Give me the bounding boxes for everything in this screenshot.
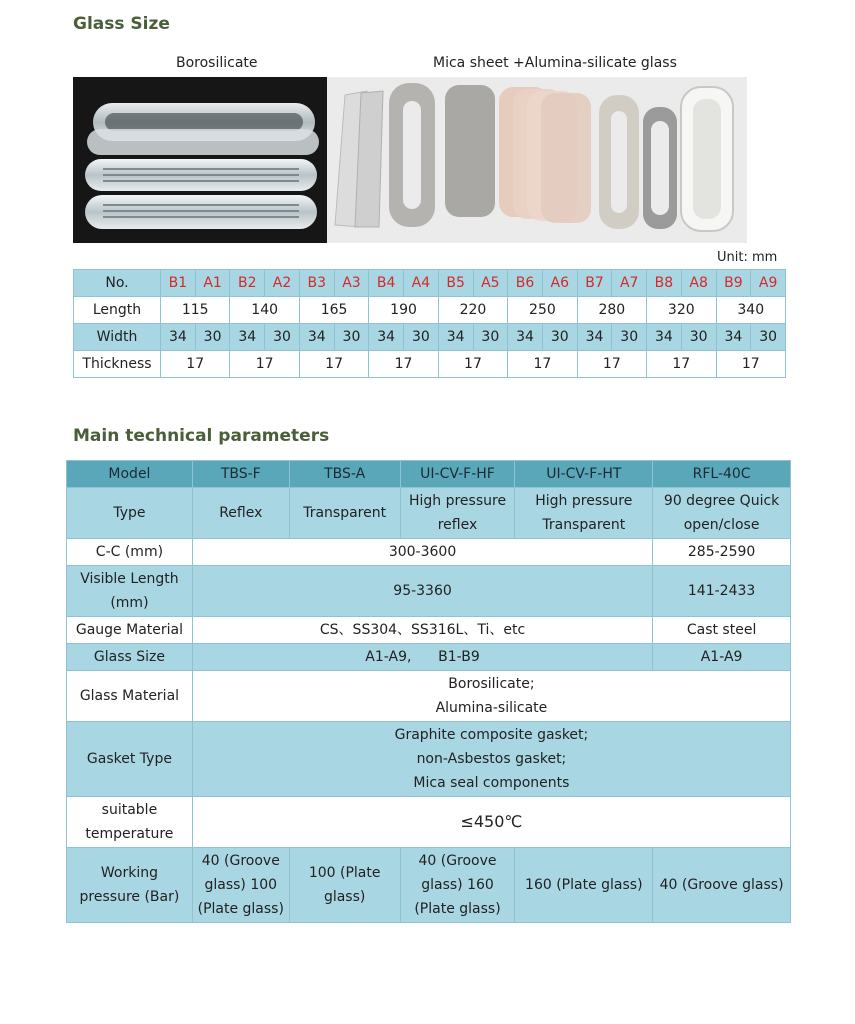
width-value: 34	[716, 324, 751, 351]
width-value: 30	[265, 324, 300, 351]
width-value: 34	[161, 324, 196, 351]
width-value: 30	[612, 324, 647, 351]
length-label: Length	[74, 297, 161, 324]
width-value: 30	[334, 324, 369, 351]
width-value: 30	[542, 324, 577, 351]
gasket-line: Mica seal components	[413, 775, 570, 791]
pressure-value: 40 (Groove glass) 160 (Plate glass)	[400, 848, 515, 923]
table-row-cc	[67, 539, 791, 566]
size-code: A2	[265, 270, 300, 297]
model-label: Model	[67, 461, 193, 488]
thickness-value: 17	[299, 351, 368, 378]
gasket-line: Graphite composite gasket;	[394, 727, 589, 743]
type-value: High pressure Transparent	[515, 488, 653, 539]
size-code: B2	[230, 270, 265, 297]
cc-label: C-C (mm)	[67, 539, 193, 566]
thickness-value: 17	[161, 351, 230, 378]
width-value: 34	[508, 324, 543, 351]
cc-rfl-value: 285-2590	[653, 539, 791, 566]
unit-label: Unit: mm	[717, 250, 778, 265]
gasket-type-label: Gasket Type	[67, 722, 193, 797]
thickness-value: 17	[508, 351, 577, 378]
no-label: No.	[74, 270, 161, 297]
length-value: 115	[161, 297, 230, 324]
pressure-value: 40 (Groove glass)	[653, 848, 791, 923]
glass-size-label: Glass Size	[67, 644, 193, 671]
table-row-glass-size	[67, 644, 791, 671]
size-code: A5	[473, 270, 508, 297]
temperature-value: ≤450℃	[192, 797, 790, 848]
length-value: 190	[369, 297, 438, 324]
glass-material-label: Glass Material	[67, 671, 193, 722]
visible-length-label: Visible Length (mm)	[67, 566, 193, 617]
length-value: 250	[508, 297, 577, 324]
size-code: B3	[299, 270, 334, 297]
type-value: Transparent	[289, 488, 400, 539]
cc-main-value: 300-3600	[192, 539, 652, 566]
type-value: High pressure reflex	[400, 488, 515, 539]
width-value: 30	[404, 324, 439, 351]
model-name: RFL-40C	[653, 461, 791, 488]
table-row-gasket-type	[67, 722, 791, 797]
table-row-gauge-material	[67, 617, 791, 644]
size-code: A1	[195, 270, 230, 297]
length-value: 320	[647, 297, 716, 324]
size-code: A8	[681, 270, 716, 297]
thickness-value: 17	[577, 351, 646, 378]
type-value: Reflex	[192, 488, 289, 539]
gauge-material-main-value: CS、SS304、SS316L、Ti、etc	[192, 617, 652, 644]
model-name: UI-CV-F-HT	[515, 461, 653, 488]
table-row-model	[67, 461, 791, 488]
table-row-type	[67, 488, 791, 539]
width-value: 34	[369, 324, 404, 351]
width-value: 34	[299, 324, 334, 351]
table-row-length	[74, 297, 786, 324]
size-code: A7	[612, 270, 647, 297]
width-value: 30	[681, 324, 716, 351]
mica-caption: Mica sheet +Alumina-silicate glass	[433, 55, 677, 71]
type-label: Type	[67, 488, 193, 539]
technical-parameters-table	[66, 460, 791, 923]
glass-size-table	[73, 269, 786, 378]
working-pressure-label: Working pressure (Bar)	[67, 848, 193, 923]
width-value: 30	[751, 324, 786, 351]
table-row-thickness	[74, 351, 786, 378]
model-name: TBS-A	[289, 461, 400, 488]
gasket-line: non-Asbestos gasket;	[416, 751, 567, 767]
borosilicate-glass-photo	[73, 77, 327, 243]
thickness-value: 17	[438, 351, 507, 378]
table-row-temperature	[67, 797, 791, 848]
pressure-value: 160 (Plate glass)	[515, 848, 653, 923]
size-code: A6	[542, 270, 577, 297]
mica-alumina-glass-photo	[327, 77, 747, 243]
technical-parameters-title: Main technical parameters	[73, 426, 330, 446]
width-value: 34	[647, 324, 682, 351]
glass-size-title: Glass Size	[73, 14, 170, 34]
thickness-value: 17	[369, 351, 438, 378]
table-row-width	[74, 324, 786, 351]
length-value: 165	[299, 297, 368, 324]
table-row-no	[74, 270, 786, 297]
glass-material-line: Borosilicate;	[448, 676, 535, 692]
model-name: TBS-F	[192, 461, 289, 488]
type-value: 90 degree Quick open/close	[653, 488, 791, 539]
size-code: B5	[438, 270, 473, 297]
visible-length-rfl-value: 141-2433	[653, 566, 791, 617]
gauge-material-label: Gauge Material	[67, 617, 193, 644]
table-row-visible-length	[67, 566, 791, 617]
table-row-working-pressure	[67, 848, 791, 923]
glass-material-value	[192, 671, 790, 722]
glass-material-line: Alumina-silicate	[435, 700, 548, 716]
glass-size-main-value: A1-A9, B1-B9	[192, 644, 652, 671]
gauge-material-rfl-value: Cast steel	[653, 617, 791, 644]
size-code: B7	[577, 270, 612, 297]
width-value: 30	[195, 324, 230, 351]
length-value: 280	[577, 297, 646, 324]
thickness-value: 17	[230, 351, 299, 378]
temperature-label: suitable temperature	[67, 797, 193, 848]
length-value: 140	[230, 297, 299, 324]
table-row-glass-material	[67, 671, 791, 722]
thickness-value: 17	[647, 351, 716, 378]
size-code: A9	[751, 270, 786, 297]
size-code: B6	[508, 270, 543, 297]
size-code: B9	[716, 270, 751, 297]
size-code: B1	[161, 270, 196, 297]
thickness-label: Thickness	[74, 351, 161, 378]
width-value: 34	[438, 324, 473, 351]
width-value: 34	[577, 324, 612, 351]
borosilicate-caption: Borosilicate	[176, 55, 258, 71]
pressure-value: 100 (Plate glass)	[289, 848, 400, 923]
size-code: B4	[369, 270, 404, 297]
width-label: Width	[74, 324, 161, 351]
size-code: B8	[647, 270, 682, 297]
length-value: 220	[438, 297, 507, 324]
length-value: 340	[716, 297, 786, 324]
pressure-value: 40 (Groove glass) 100 (Plate glass)	[192, 848, 289, 923]
width-value: 30	[473, 324, 508, 351]
gasket-type-value	[192, 722, 790, 797]
width-value: 34	[230, 324, 265, 351]
visible-length-main-value: 95-3360	[192, 566, 652, 617]
size-code: A3	[334, 270, 369, 297]
model-name: UI-CV-F-HF	[400, 461, 515, 488]
glass-size-rfl-value: A1-A9	[653, 644, 791, 671]
size-code: A4	[404, 270, 439, 297]
thickness-value: 17	[716, 351, 786, 378]
